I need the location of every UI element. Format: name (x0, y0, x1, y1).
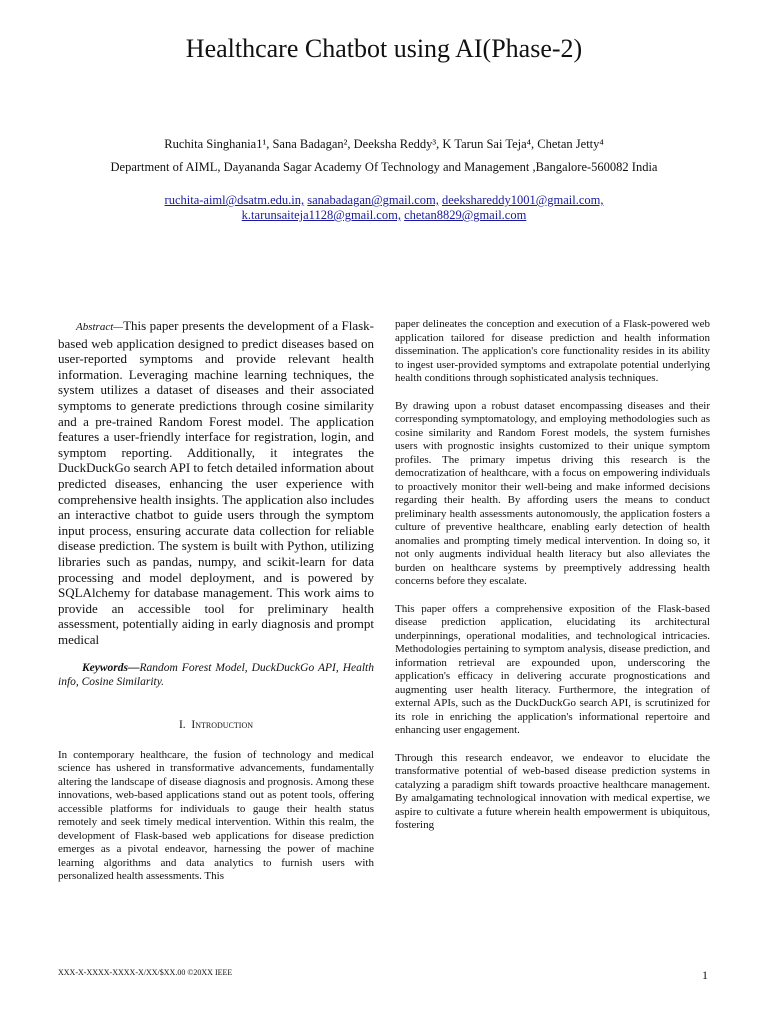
section-number: I. (178, 719, 186, 732)
body-paragraph-3: This paper offers a comprehensive exposition of the Flask-based disease prediction application, elucidating its architectural underpinnings, operational modalities, and technological intricacies. Methodologies pertaining to symptom analysis, disease prediction, and information retrieval are expounded upon, underscoring the application's efficacy in delivering accurate prognostications and augmenting user health literacy. Furthermore, the integration of external APIs, such as the DuckDuckGo search API, is scrutinized for its role in enriching the application's informational repertoire and enhancing user engagement. (395, 602, 710, 736)
email-link-1[interactable]: ruchita-aiml@dsatm.edu.in, (164, 193, 305, 207)
page-number: 1 (702, 968, 708, 982)
affiliation: Department of AIML, Dayananda Sagar Academy Of Technology and Management ,Bangalore-560082 India (110, 160, 658, 174)
abstract-text: This paper presents the development of a Flask-based web application designed to predict diseases based on user-reported symptoms and provide relevant health information. Leveraging machine learning techniques, the system utilizes a dataset of diseases and their associated symptoms to generate predictions through cosine similarity and a pre-trained Random Forest model. The application features a user-friendly interface for registration, login, and symptom reporting. Additionally, it integrates the DuckDuckGo search API to fetch detailed information about predicted diseases, enhancing the user experience with comprehensive health insights. The application also includes an interactive chatbot to guide users through the symptom input process, ensuring accurate data collection for reliable disease prediction. The system is built with Python, utilizing libraries such as pandas, numpy, and scikit-learn for data processing and model deployment, and is powered by SQLAlchemy for database management. This work aims to provide an accessible tool for preliminary health assessment, potentially aiding in early diagnosis and prompt medical (58, 318, 374, 647)
body-paragraph-4: Through this research endeavor, we endeavor to elucidate the transformative potential of web-based disease prediction systems in catalyzing a paradigm shift towards proactive healthcare management. By amalgamating technological innovation with medical expertise, we aspire to cultivate a future wherein health empowerment is ubiquitous, fostering (395, 751, 710, 831)
paper-title: Healthcare Chatbot using AI(Phase-2) (185, 34, 583, 63)
left-column (58, 318, 374, 884)
author-list: Ruchita Singhania1¹, Sana Badagan², Deeksha Reddy³, K Tarun Sai Teja⁴, Chetan Jetty⁴ (164, 137, 604, 151)
abstract-paragraph (58, 318, 374, 647)
email-link-4[interactable]: k.tarunsaiteja1128@gmail.com, (241, 208, 401, 222)
keywords-text: Random Forest Model, DuckDuckGo API, Health info, Cosine Similarity. (58, 662, 374, 689)
copyright-footer: XXX-X-XXXX-XXXX-X/XX/$XX.00 ©20XX IEEE (58, 968, 233, 977)
abstract-label: Abstract— (76, 321, 124, 333)
email-link-2[interactable]: sanabadagan@gmail.com, (307, 193, 439, 207)
section-title: Introduction (191, 719, 254, 732)
body-paragraph-1: paper delineates the conception and execution of a Flask-powered web application tailored for disease prediction and health information dissemination. The application's core functionality resides in its ability to ingest user-provided symptoms and extrapolate potential underlying health conditions through sophisticated analysis techniques. (395, 318, 710, 384)
section-heading-introduction (58, 719, 374, 733)
keywords-label: Keywords— (82, 662, 140, 675)
email-link-3[interactable]: deekshareddy1001@gmail.com, (442, 193, 604, 207)
keywords-paragraph (58, 661, 374, 689)
email-block (0, 193, 768, 223)
introduction-paragraph: In contemporary healthcare, the fusion of technology and medical science has ushered in transformative advancements, fundamentally altering the landscape of disease diagnosis and prognosis. Among these innovations, web-based applications stand out as potent tools, offering accessible platforms for individuals to gauge their health status remotely and seek timely medical intervention. Within this realm, the development of Flask-based web applications for disease prediction emerges as a pivotal endeavor, harnessing the power of machine learning algorithms and data analytics to furnish users with personalized health assessments. This (58, 748, 374, 883)
body-paragraph-2: By drawing upon a robust dataset encompassing diseases and their corresponding symptomatology, and employing methodologies such as cosine similarity and Random Forest models, the system furnishes users with prognostic insights customized to their unique symptom profiles. The primary impetus driving this research is the democratization of healthcare, with a focus on empowering individuals to proactively monitor their well-being and make informed decisions regarding their health. By affording users the means to conduct preliminary health assessments autonomously, the application fosters a culture of preventive healthcare, enabling early detection of health anomalies and prompting timely medical intervention. In doing so, it not only augments individual health literacy but also alleviates the burden on healthcare systems by preemptively addressing health concerns before they escalate. (395, 399, 710, 587)
email-link-5[interactable]: chetan8829@gmail.com (404, 208, 527, 222)
right-column (395, 318, 710, 847)
